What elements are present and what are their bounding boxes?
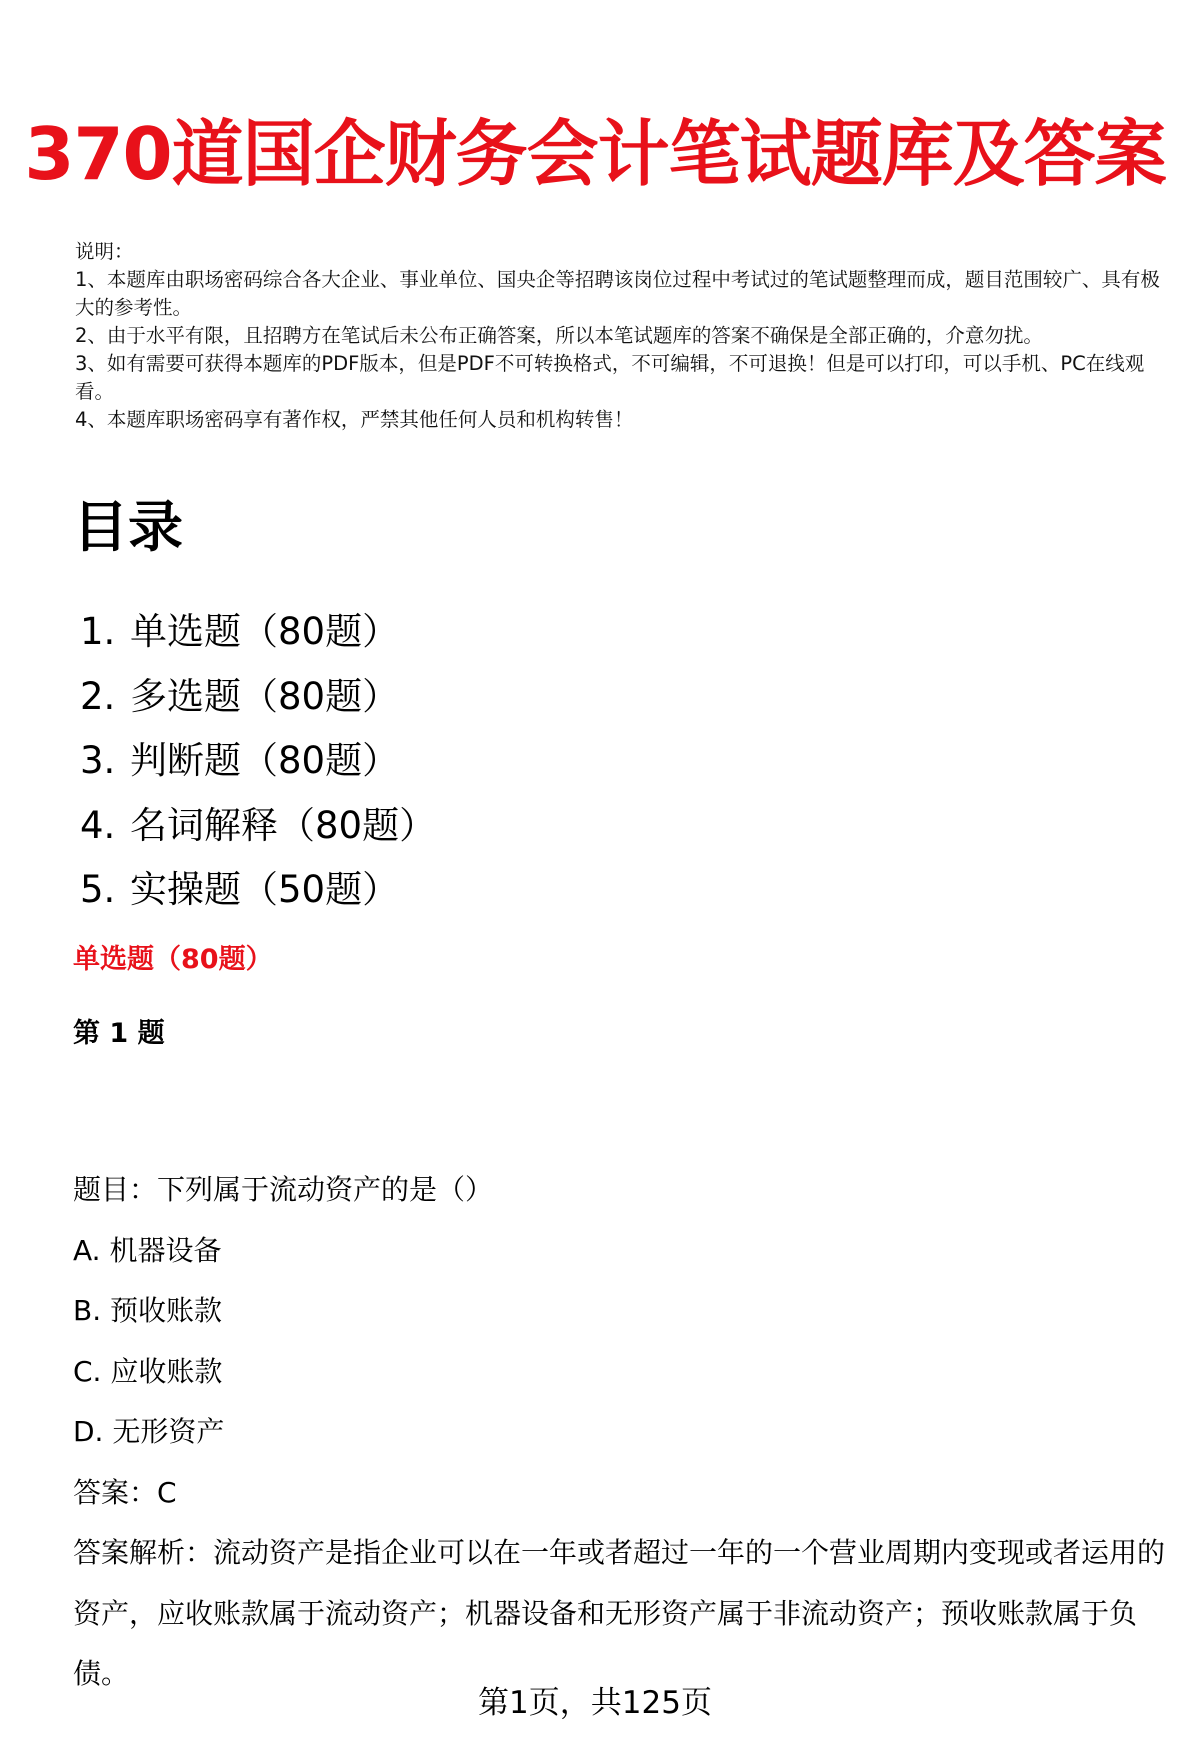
option-b: B. 预收账款 (73, 1294, 223, 1327)
toc-item-number: 2. (80, 674, 116, 718)
question-block (73, 1160, 1168, 1705)
toc-item[interactable] (80, 794, 436, 859)
option-c: C. 应收账款 (73, 1354, 223, 1388)
notes-block (75, 238, 1165, 434)
toc-item-number: 3. (80, 739, 116, 782)
toc-item-label: 名词解释（80题） (130, 803, 437, 847)
toc-item[interactable] (80, 858, 436, 923)
page-footer: 第1页，共125页 (478, 1685, 712, 1721)
toc-item-label: 单选题（80题） (130, 610, 400, 653)
document-title: 370道国企财务会计笔试题库及答案 (24, 112, 1166, 196)
answer-explanation: 答案解析：流动资产是指企业可以在一年或者超过一年的一个营业周期内变现或者运用的资产，应收账款属于流动资产；机器设备和无形资产属于非流动资产；预收账款属于负债。 (73, 1536, 1166, 1690)
toc-item[interactable] (80, 600, 436, 665)
toc-heading: 目录 (73, 495, 184, 559)
note-item: 2、由于水平有限，且招聘方在笔试后未公布正确答案，所以本笔试题库的答案不确保是全部正确的，介意勿扰。 (75, 324, 1043, 347)
table-of-contents (80, 600, 436, 923)
toc-item[interactable] (80, 665, 436, 730)
option-a: A. 机器设备 (73, 1233, 222, 1267)
toc-item-label: 判断题（80题） (130, 739, 400, 782)
toc-item[interactable] (80, 729, 436, 794)
note-item: 4、本题库职场密码享有著作权，严禁其他任何人员和机构转售！ (75, 408, 634, 431)
answer: 答案：C (73, 1475, 177, 1509)
toc-item-number: 1. (80, 610, 116, 653)
question-number: 第 1 题 (73, 1018, 165, 1049)
toc-item-number: 5. (80, 868, 116, 911)
toc-item-label: 实操题（50题） (130, 868, 400, 911)
toc-item-number: 4. (80, 803, 116, 847)
question-text: 题目：下列属于流动资产的是（） (73, 1173, 494, 1206)
toc-item-label: 多选题（80题） (130, 674, 400, 718)
notes-heading: 说明： (75, 240, 134, 263)
note-item: 3、如有需要可获得本题库的PDF版本，但是PDF不可转换格式，不可编辑，不可退换！但是可以打印，可以手机、PC在线观看。 (75, 352, 1145, 403)
option-d: D. 无形资产 (73, 1415, 225, 1448)
section-heading: 单选题（80题） (73, 944, 273, 975)
note-item: 1、本题库由职场密码综合各大企业、事业单位、国央企等招聘该岗位过程中考试过的笔试题整理而成，题目范围较广、具有极大的参考性。 (75, 268, 1160, 319)
